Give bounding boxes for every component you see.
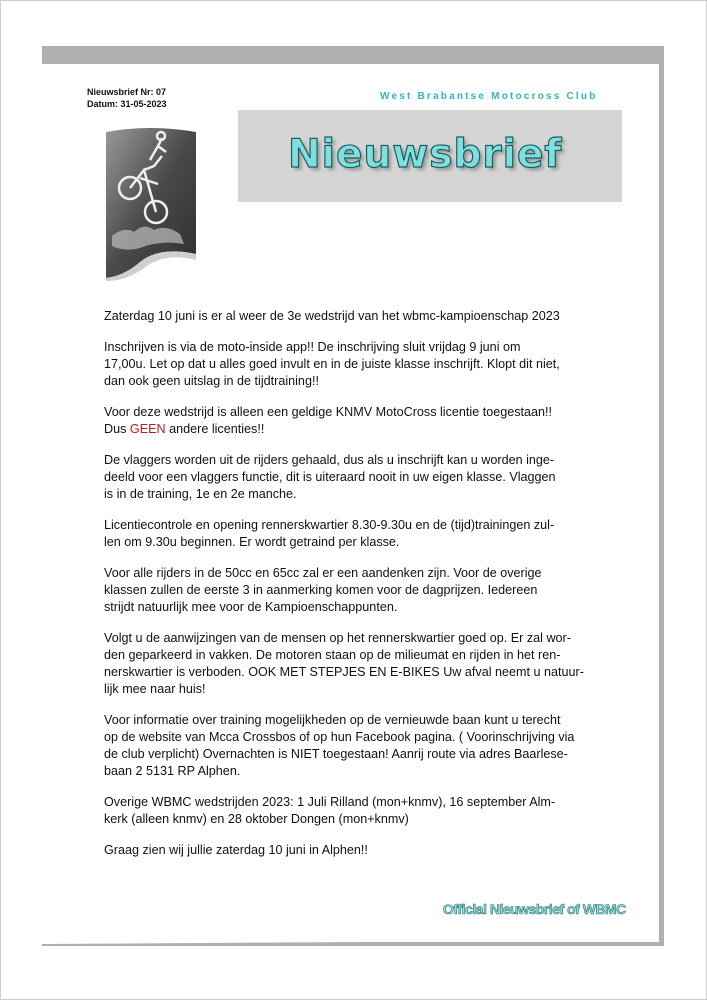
paragraph-7-line-1: Volgt u de aanwijzingen van de mensen op het rennerskwartier goed op. Er zal wor- bbox=[104, 631, 571, 645]
paragraph-8 bbox=[104, 712, 614, 780]
newsletter-body bbox=[104, 308, 614, 873]
club-name: West Brabantse Motocross Club bbox=[380, 91, 598, 102]
paragraph-2 bbox=[104, 339, 614, 390]
paragraph-3 bbox=[104, 404, 614, 438]
paragraph-7-line-4: lijk mee naar huis! bbox=[104, 682, 206, 696]
paragraph-5-line-2: len om 9.30u beginnen. Er wordt getraind per klasse. bbox=[104, 535, 400, 549]
paragraph-8-line-2: op de website van Mcca Crossbos of op hun Facebook pagina. ( Voorinschrijving via bbox=[104, 730, 575, 744]
paragraph-6-line-3: strijdt natuurlijk mee voor de Kampioenschappunten. bbox=[104, 600, 398, 614]
newsletter-meta bbox=[87, 86, 167, 110]
paragraph-6 bbox=[104, 565, 614, 616]
paragraph-8-line-1: Voor informatie over training mogelijkheden op de vernieuwde baan kunt u terecht bbox=[104, 713, 561, 727]
paragraph-3-line-2-start: Dus bbox=[104, 422, 130, 436]
newsletter-number: Nieuwsbrief Nr: 07 bbox=[87, 87, 167, 97]
paragraph-5 bbox=[104, 517, 614, 551]
paragraph-4 bbox=[104, 452, 614, 503]
paragraph-4-line-3: is in de training, 1e en 2e manche. bbox=[104, 487, 297, 501]
paragraph-8-line-4: baan 2 5131 RP Alphen. bbox=[104, 764, 241, 778]
paragraph-10 bbox=[104, 842, 614, 859]
paragraph-7-line-2: den geparkeerd in vakken. De motoren staan op de milieumat en rijden in het ren- bbox=[104, 648, 561, 662]
paragraph-4-line-2: deeld voor een vlaggers functie, dit is uiteraard nooit in uw eigen klasse. Vlaggen bbox=[104, 470, 556, 484]
paragraph-3-line-2-end: andere licenties!! bbox=[165, 422, 265, 436]
paragraph-10-text: Graag zien wij jullie zaterdag 10 juni in Alphen!! bbox=[104, 843, 368, 857]
paragraph-2-line-2: 17,00u. Let op dat u alles goed invult en in de juiste klasse inschrijft. Klopt dit niet, bbox=[104, 357, 560, 371]
paragraph-2-line-1: Inschrijven is via de moto-inside app!! De inschrijving sluit vrijdag 9 juni om bbox=[104, 340, 521, 354]
paragraph-5-line-1: Licentiecontrole en opening rennerskwartier 8.30-9.30u en de (tijd)trainingen zul- bbox=[104, 518, 555, 532]
paragraph-4-line-1: De vlaggers worden uit de rijders gehaald, dus als u inschrijft kan u worden inge- bbox=[104, 453, 555, 467]
newsletter-date: Datum: 31-05-2023 bbox=[87, 99, 167, 109]
title-banner bbox=[238, 110, 622, 202]
page-shadow-top bbox=[42, 46, 664, 66]
paragraph-3-line-1: Voor deze wedstrijd is alleen een geldige KNMV MotoCross licentie toegestaan!! bbox=[104, 405, 553, 419]
paragraph-7 bbox=[104, 630, 614, 698]
paragraph-6-line-1: Voor alle rijders in de 50cc en 65cc zal er een aandenken zijn. Voor de overige bbox=[104, 566, 542, 580]
paragraph-8-line-3: de club verplicht) Overnachten is NIET toegestaan! Aanrij route via adres Baarlese- bbox=[104, 747, 568, 761]
paragraph-9 bbox=[104, 794, 614, 828]
paragraph-9-line-2: kerk (alleen knmv) en 28 oktober Dongen (mon+knmv) bbox=[104, 812, 409, 826]
paragraph-9-line-1: Overige WBMC wedstrijden 2023: 1 Juli Rilland (mon+knmv), 16 september Alm- bbox=[104, 795, 556, 809]
paragraph-1 bbox=[104, 308, 614, 325]
paragraph-7-line-3: nerskwartier is verboden. OOK MET STEPJES EN E-BIKES Uw afval neemt u natuur- bbox=[104, 665, 584, 679]
newsletter-title: Nieuwsbrief bbox=[288, 132, 563, 177]
footer-signature: Official Nieuwsbrief of WBMC bbox=[443, 901, 626, 917]
geen-highlight: GEEN bbox=[129, 422, 166, 436]
paragraph-6-line-2: klassen zullen de eerste 3 in aanmerking komen voor de dagprijzen. Iedereen bbox=[104, 583, 538, 597]
paragraph-1-text: Zaterdag 10 juni is er al weer de 3e wedstrijd van het wbmc-kampioenschap 2023 bbox=[104, 309, 560, 323]
paragraph-2-line-3: dan ook geen uitslag in de tijdtraining!! bbox=[104, 374, 319, 388]
motocross-logo bbox=[100, 126, 200, 281]
